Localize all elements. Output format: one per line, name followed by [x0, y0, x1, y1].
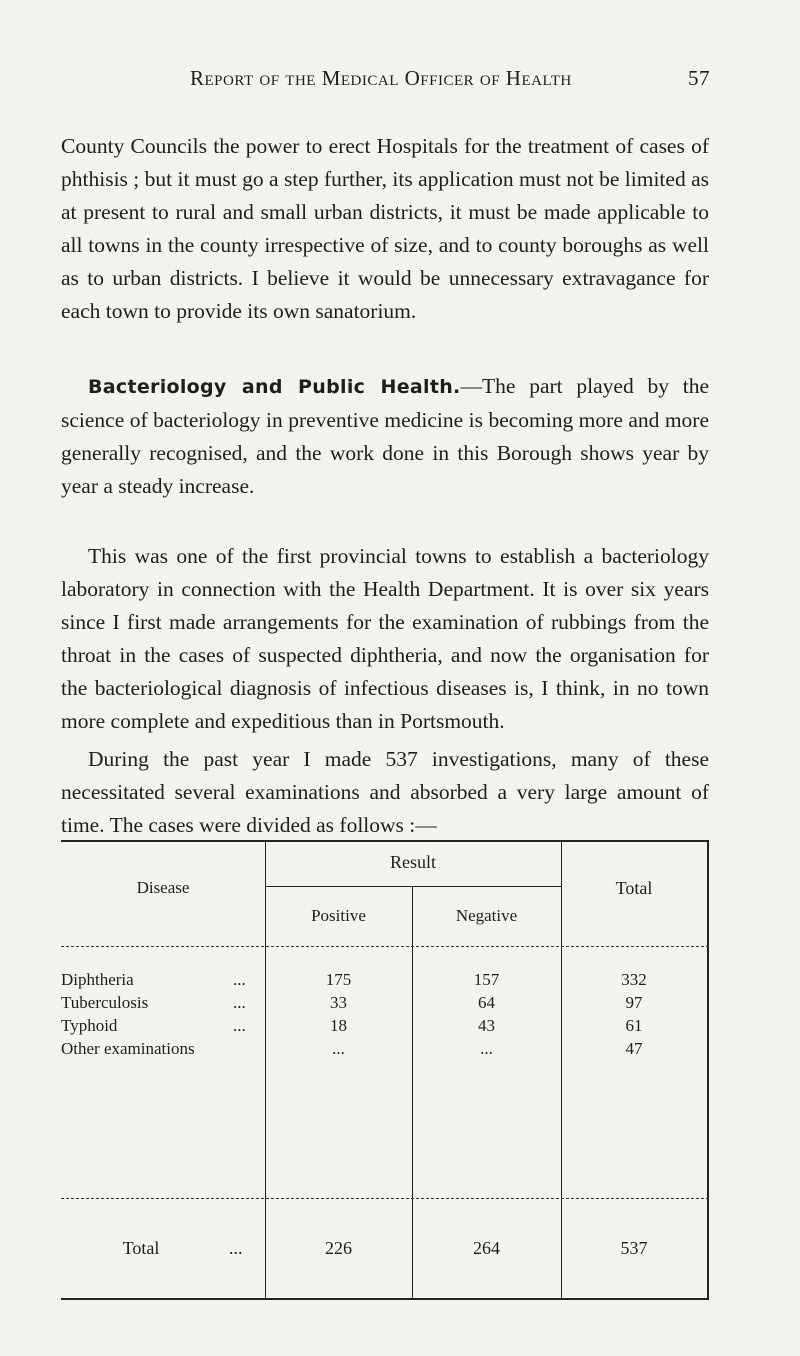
table-row-positive: 33: [330, 993, 347, 1012]
section-heading: Bacteriology and Public Health.: [88, 376, 461, 398]
table-vrule: [561, 840, 562, 1300]
table-row-total: 47: [625, 1039, 643, 1058]
table-bottom-rule: [61, 1298, 709, 1300]
header-total: Total: [615, 878, 653, 898]
header-negative: Negative: [455, 906, 518, 925]
header-title: Report of the Medical Officer of Health: [190, 66, 572, 90]
totals-negative: 264: [473, 1238, 500, 1258]
table-row-total: 97: [625, 993, 643, 1012]
table-row-disease: Tuberculosis: [61, 993, 149, 1012]
results-table: [61, 840, 709, 1300]
table-row-total: 332: [621, 970, 647, 989]
paragraph-2: [61, 370, 709, 503]
totals-separator: [61, 1198, 709, 1199]
table-row-negative: 157: [473, 970, 500, 989]
table-row-positive: ...: [332, 1039, 345, 1058]
paragraph-2-body: —The part played by the science of bacteriology in preventive medicine is becoming more and more generally recognised, and the work done in this Borough shows year by year a steady increase.: [61, 374, 709, 498]
paragraph-4: During the past year I made 537 investigations, many of these necessitated several examinations and absorbed a very large amount of time. The cases were divided as follows :—: [61, 747, 709, 837]
table-row-disease: Other examinations: [61, 1039, 195, 1058]
table-row-negative: 64: [478, 993, 495, 1012]
totals-total: 537: [620, 1238, 648, 1258]
totals-dots: ...: [229, 1238, 243, 1258]
header-separator: [61, 946, 709, 947]
table-top-rule: [61, 840, 709, 842]
table-row-total: 61: [625, 1016, 643, 1035]
table-row-negative: ...: [480, 1039, 493, 1058]
page-number: 57: [688, 66, 710, 90]
table-row-positive: 175: [325, 970, 352, 989]
table-vrule: [707, 840, 709, 1300]
paragraph-3: This was one of the first provincial towns to establish a bacteriology laboratory in connection with the Health Department. It is over six years since I first made arrangements for the examination of rubbings from the throat in the cases of suspected diphtheria, and now the organisation for the bacteriological diagnosis of infectious diseases is, I think, in no town more complete and expeditious than in Portsmouth.: [61, 544, 709, 733]
table-row-dots: ...: [233, 993, 246, 1012]
table-row-dots: ...: [233, 970, 246, 989]
header-disease: Disease: [136, 878, 190, 897]
header-result: Result: [389, 852, 436, 872]
table-row-dots: ...: [233, 1016, 246, 1035]
table-row-disease: Diphtheria: [61, 970, 134, 989]
header-positive: Positive: [311, 906, 366, 925]
result-underline: [265, 886, 561, 887]
table-row-disease: Typhoid: [61, 1016, 118, 1035]
totals-label: Total: [122, 1238, 160, 1258]
table-row-negative: 43: [478, 1016, 495, 1035]
paragraph-1: County Councils the power to erect Hospitals for the treatment of cases of phthisis ; but it must go a step further, its application must not be limited as at present to rural and small urban districts, it must be made applicable to all towns in the county irrespective of size, and to county boroughs as well as to urban districts. I believe it would be unnecessary extravagance for each town to provide its own sanatorium.: [61, 134, 709, 323]
table-row-positive: 18: [330, 1016, 347, 1035]
totals-positive: 226: [325, 1238, 352, 1258]
